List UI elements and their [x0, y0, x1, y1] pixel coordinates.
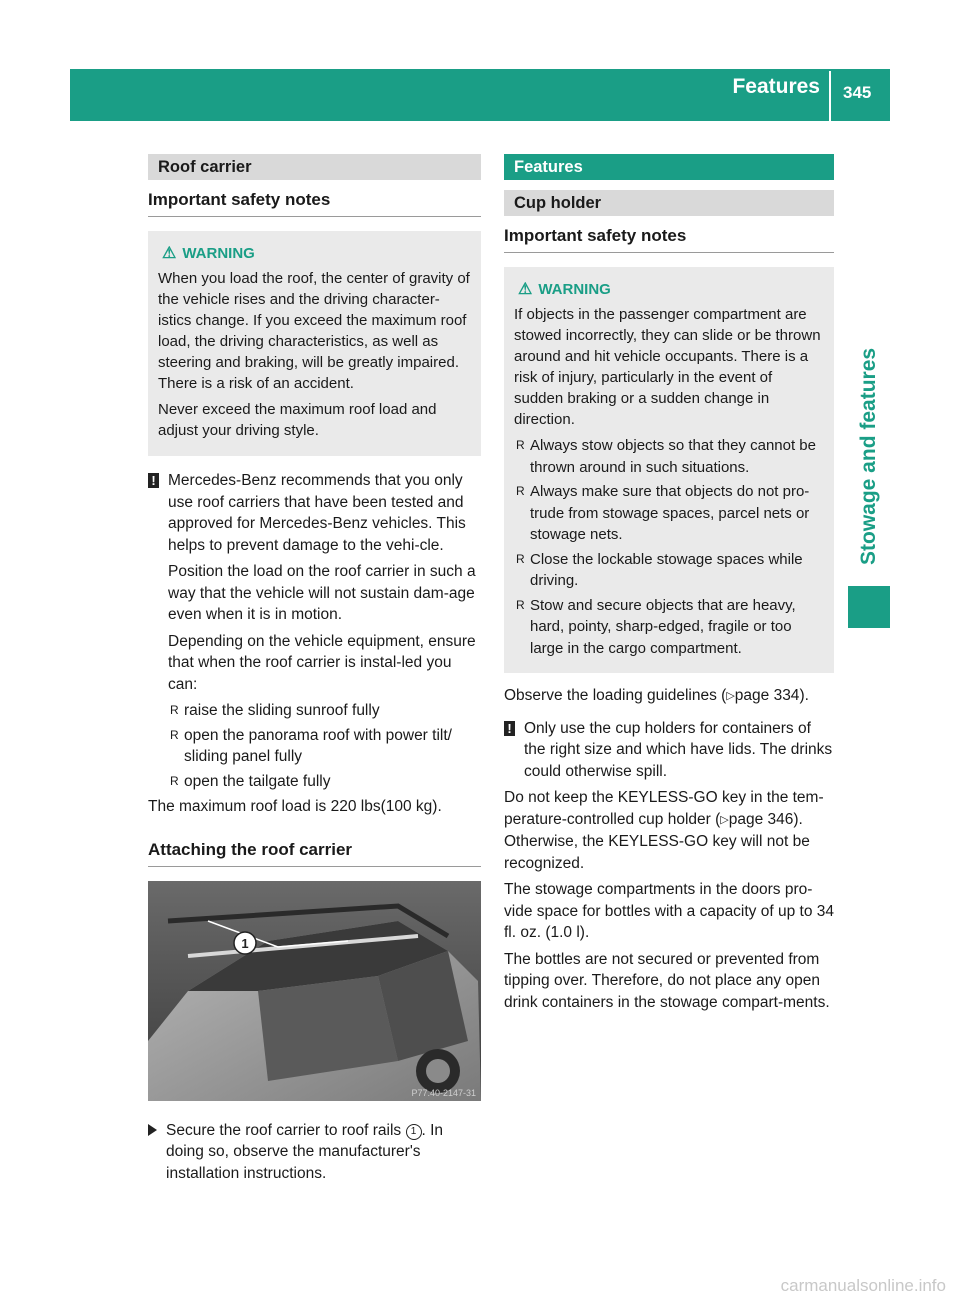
list-item: R Close the lockable stowage spaces while driving. — [516, 550, 803, 589]
warning-triangle-icon: ⚠ — [518, 281, 533, 298]
loading-guidelines-text: Observe the loading guidelines (▷page 334). — [504, 687, 809, 704]
instruction-step: Secure the roof carrier to roof rails 1 . In doing so, observe the manufacturer's installation instructions. — [148, 1120, 481, 1185]
warning-box — [148, 231, 481, 456]
warning-text: Never exceed the maximum roof load and adjust your driving style. — [158, 401, 437, 439]
compartments-text: The stowage compartments in the doors pro-vide space for bottles with a capacity of up to 34 fl. oz. (1.0 l). — [504, 881, 834, 941]
roof-carrier-illustration — [148, 881, 481, 1101]
subheading-safety-notes: Important safety notes — [504, 226, 834, 253]
section-title-cup-holder: Cup holder — [504, 190, 834, 216]
list-item: R Always stow objects so that they cannot be thrown around in such situations. — [516, 437, 816, 476]
warning-box — [504, 267, 834, 673]
page-number: 345 — [843, 83, 872, 102]
step-arrow-icon — [148, 1124, 157, 1136]
page-ref-icon: ▷ — [720, 813, 729, 826]
list-item: R open the panorama roof with power tilt/ sliding panel fully — [170, 726, 452, 765]
figure-callout: 1 — [241, 935, 249, 951]
callout-marker: 1 — [406, 1124, 422, 1140]
page-ref-icon: ▷ — [726, 690, 735, 702]
warning-heading — [514, 279, 824, 300]
side-tab-marker — [848, 586, 890, 628]
header-separator — [829, 71, 831, 121]
warning-label: WARNING — [182, 245, 255, 262]
warning-bullet-list — [514, 435, 824, 659]
exclamation-icon: ! — [504, 721, 515, 736]
right-column — [504, 154, 834, 1013]
environmental-note — [148, 470, 481, 792]
subheading-attaching: Attaching the roof carrier — [148, 840, 481, 867]
note-text: Only use the cup holders for containers of the right size and which have lids. The drinks could otherwise spill. — [524, 719, 833, 780]
note-text: Position the load on the roof carrier in such a way that the vehicle will not sustain dam-age even when it is in motion. — [168, 563, 476, 623]
keyless-text: Do not keep the KEYLESS-GO key in the tem-perature-controlled cup holder (▷page 346). Otherwise, the KEYLESS-GO key will not be recognized. — [504, 789, 824, 872]
note-text: Mercedes-Benz recommends that you only use roof carriers that have been tested and approved for Mercedes-Benz vehicles. This helps to prevent damage to the vehi-cle. — [168, 472, 466, 554]
note-text: Depending on the vehicle equipment, ensure that when the roof carrier is instal-led you can: — [168, 632, 476, 693]
max-load-text: The maximum roof load is 220 lbs(100 kg). — [148, 798, 442, 815]
bullet-icon: R — [516, 484, 525, 498]
chapter-title-features: Features — [504, 154, 834, 180]
side-tab-label: Stowage and features — [857, 347, 880, 565]
bullet-icon: R — [516, 438, 525, 452]
list-item: R raise the sliding sunroof fully — [168, 700, 481, 722]
note-bullet-list — [168, 700, 481, 792]
bullet-icon: R — [516, 551, 525, 566]
exclamation-icon: ! — [148, 473, 159, 488]
environmental-note — [504, 718, 834, 783]
page-header — [70, 69, 890, 121]
bottles-text: The bottles are not secured or prevented from tipping over. Therefore, do not place any open drink containers in the stowage compart-ments. — [504, 950, 830, 1011]
bullet-icon: R — [170, 773, 179, 788]
header-title: Features — [732, 75, 820, 98]
warning-heading — [158, 243, 471, 264]
section-title-roof-carrier: Roof carrier — [148, 154, 481, 180]
figure-code: P77.40-2147-31 — [411, 1087, 476, 1098]
page-link[interactable]: page 334 — [734, 687, 800, 704]
bullet-icon: R — [170, 703, 179, 717]
list-item: R Stow and secure objects that are heavy, hard, pointy, sharp-edged, fragile or too large in the cargo compartment. — [516, 596, 796, 657]
warning-text: If objects in the passenger compartment are stowed incorrectly, they can slide or be thrown around and hit vehicle occupants. There is a risk of injury, particularly in the event of sudden braking or a sudden change in direction. — [514, 306, 821, 428]
warning-text: When you load the roof, the center of gravity of the vehicle rises and the driving character-istics change. If you exceed the maximum roof load, the driving characteristics, as well as steering and braking, will be greatly impaired. There is a risk of an accident. — [158, 270, 470, 392]
subheading-safety-notes: Important safety notes — [148, 190, 481, 217]
bullet-icon: R — [516, 597, 525, 612]
bullet-icon: R — [170, 727, 179, 742]
warning-label: WARNING — [538, 281, 611, 298]
page-link[interactable]: page 346 — [728, 810, 794, 828]
left-column — [148, 154, 481, 1184]
list-item: R Always make sure that objects do not pro-trude from stowage spaces, parcel nets or stowage nets. — [516, 483, 810, 543]
warning-triangle-icon: ⚠ — [162, 245, 177, 262]
watermark: carmanualsonline.info — [780, 1276, 946, 1295]
list-item: R open the tailgate fully — [168, 771, 481, 793]
